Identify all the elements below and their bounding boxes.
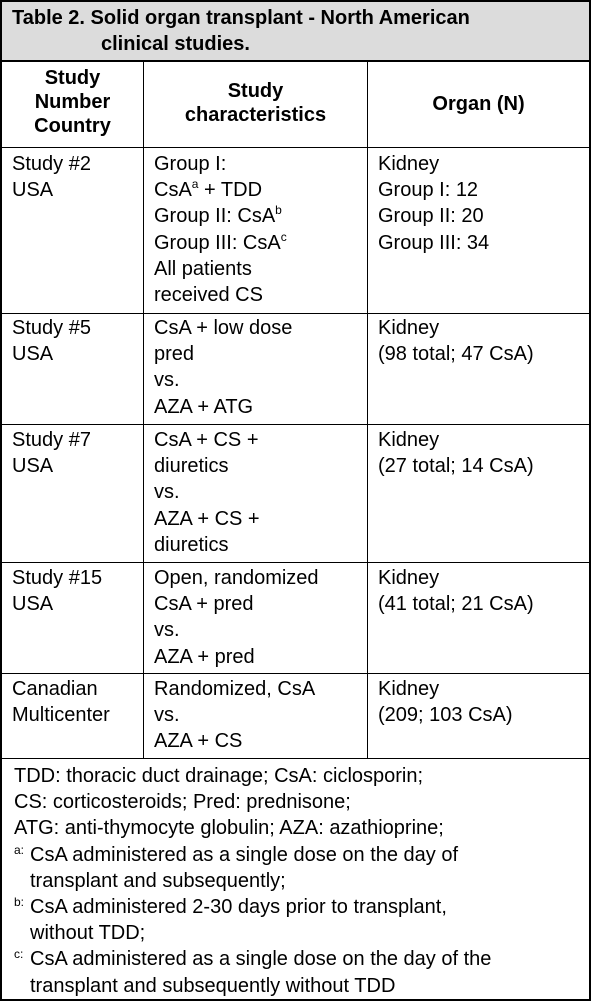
footnote-a (14, 842, 491, 894)
study-cell (12, 565, 102, 617)
organ-cell (378, 315, 534, 367)
characteristics-line: received CS (154, 284, 263, 307)
organ-line: Kidney (378, 678, 440, 700)
footnote-mark: a: (14, 842, 25, 857)
abbreviation-note: CS: corticosteroids; Pred: prednisone; (14, 791, 351, 814)
footnote-line: CsA administered as a single dose on the day of the (30, 948, 492, 971)
study-name: Study #5 (12, 317, 91, 339)
characteristics-cell (154, 427, 260, 558)
footnote-c (14, 946, 491, 998)
characteristics-line: AZA + pred (154, 645, 255, 668)
study-name: Study #2 (12, 153, 91, 175)
characteristics-line: vs. (154, 369, 180, 392)
characteristics-line: Randomized, CsA (154, 678, 316, 700)
characteristics-line: diuretics (154, 455, 229, 478)
organ-line: Kidney (378, 317, 440, 339)
organ-line: Group III: 34 (378, 231, 490, 254)
characteristics-line: AZA + ATG (154, 395, 254, 418)
row-divider (2, 313, 589, 314)
header-characteristics-line: characteristics (184, 104, 327, 126)
study-name: Study #15 (12, 567, 103, 589)
footnote-ref-c: c (280, 229, 287, 244)
header-study-number-country (2, 66, 143, 138)
column-divider (367, 60, 368, 758)
row-divider (2, 562, 589, 563)
characteristics-line: Group I: (154, 153, 227, 175)
organ-cell (378, 427, 534, 479)
study-country: USA (12, 455, 54, 478)
footnote-line: transplant and subsequently; (30, 869, 286, 892)
study-name: Study #7 (12, 429, 91, 451)
characteristics-line: CsA + pred (154, 593, 254, 616)
characteristics-cell (154, 151, 287, 308)
row-divider (2, 424, 589, 425)
organ-line: (41 total; 21 CsA) (378, 593, 534, 616)
characteristics-cell (154, 565, 319, 670)
abbreviation-note: ATG: anti-thymocyte globulin; AZA: azathioprine; (14, 817, 444, 840)
organ-cell (378, 151, 489, 256)
characteristics-line: CsA + CS + (154, 429, 259, 451)
footnote-mark: c: (14, 947, 24, 962)
header-study-line: Study (44, 67, 101, 89)
study-cell (12, 315, 91, 367)
characteristics-line: CsA$^a$ + TDD (154, 177, 263, 202)
footnote-mark: b: (14, 895, 25, 910)
footnote-line: without TDD; (30, 922, 146, 945)
footnote-ref-a: a (191, 177, 199, 192)
row-divider (2, 673, 589, 674)
characteristics-line: vs. (154, 704, 180, 727)
study-country: USA (12, 593, 54, 616)
footnote-line: CsA administered 2-30 days prior to transplant, (30, 896, 447, 919)
footnote-b (14, 894, 491, 946)
table-title (2, 2, 589, 62)
characteristics-line: CsA + low dose (154, 317, 293, 339)
characteristics-line: diuretics (154, 533, 229, 556)
table-notes (14, 763, 491, 999)
study-cell (12, 151, 91, 203)
row-divider (2, 147, 589, 148)
header-country-line: Country (34, 115, 111, 137)
organ-line: (209; 103 CsA) (378, 704, 513, 727)
study-name: Canadian (12, 678, 98, 700)
column-divider (143, 60, 144, 758)
characteristics-cell (154, 676, 315, 755)
characteristics-line: All patients (154, 257, 252, 280)
study-cell (12, 427, 91, 479)
characteristics-line: pred (154, 343, 195, 366)
organ-line: Kidney (378, 153, 440, 175)
notes-divider (2, 758, 589, 759)
organ-line: (98 total; 47 CsA) (378, 343, 534, 366)
header-study-characteristics (144, 79, 367, 127)
header-study-line: Study (227, 80, 284, 102)
footnote-line: transplant and subsequently without TDD (30, 974, 396, 997)
footnote-ref-b: b (275, 203, 282, 218)
header-organ: Organ (N) (432, 93, 525, 115)
table-title-line-1: Table 2. Solid organ transplant - North American (12, 7, 470, 29)
characteristics-line: vs. (154, 619, 180, 642)
study-cell (12, 676, 110, 728)
organ-cell (378, 676, 513, 728)
study-country: Multicenter (12, 704, 110, 727)
abbreviation-note: TDD: thoracic duct drainage; CsA: ciclosporin; (14, 765, 424, 787)
characteristics-line: AZA + CS (154, 730, 243, 753)
organ-line: Group I: 12 (378, 179, 479, 202)
organ-line: (27 total; 14 CsA) (378, 455, 534, 478)
organ-line: Kidney (378, 429, 440, 451)
header-number-line: Number (34, 91, 111, 113)
characteristics-line: Group II: CsA$^b$ (154, 203, 282, 228)
characteristics-cell (154, 315, 292, 420)
footnote-line: CsA administered as a single dose on the day of (30, 843, 459, 866)
organ-line: Kidney (378, 567, 440, 589)
characteristics-line: Open, randomized (154, 567, 319, 589)
organ-cell (378, 565, 534, 617)
study-country: USA (12, 179, 54, 202)
characteristics-line: AZA + CS + (154, 507, 260, 530)
table-title-line-2: clinical studies. (101, 33, 250, 55)
study-country: USA (12, 343, 54, 366)
organ-line: Group II: 20 (378, 205, 484, 228)
characteristics-line: vs. (154, 481, 180, 504)
characteristics-line: Group III: CsA$^c$ (154, 229, 287, 254)
